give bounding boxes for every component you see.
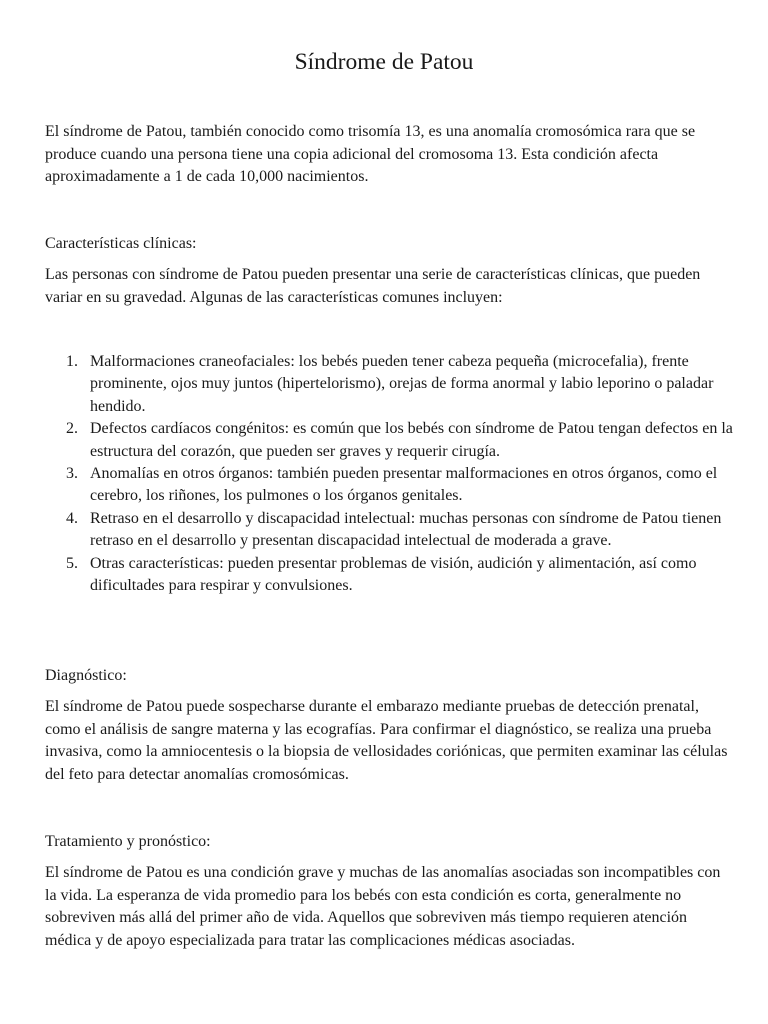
list-item-number: 4.	[66, 509, 78, 527]
list-item	[66, 508, 736, 553]
list-item-text: Retraso en el desarrollo y discapacidad intelectual: muchas personas con síndrome de Patou tienen retraso en el desarrollo y presentan discapacidad intelectual de moderada a grave.	[90, 509, 722, 550]
list-item-text: Malformaciones craneofaciales: los bebés pueden tener cabeza pequeña (microcefalia), frente prominente, ojos muy juntos (hipertelorismo), orejas de forma anormal y labio leporino o paladar hendido.	[90, 353, 714, 415]
clinical-heading: Características clínicas:	[45, 235, 197, 252]
list-item-text: Anomalías en otros órganos: también pueden presentar malformaciones en otros órganos, como el cerebro, los riñones, los pulmones o los órganos genitales.	[90, 465, 718, 505]
page-title: Síndrome de Patou	[294, 49, 474, 75]
list-item	[66, 351, 736, 418]
treatment-heading: Tratamiento y pronóstico:	[45, 833, 211, 850]
clinical-paragraph: Las personas con síndrome de Patou pueden presentar una serie de características clínicas, que pueden variar en su gravedad. Algunas de las características comunes incluyen:	[45, 266, 701, 306]
list-item	[66, 553, 736, 598]
list-item-number: 2.	[66, 420, 78, 438]
list-item-text: Otras características: pueden presentar problemas de visión, audición y alimentación, así como dificultades para respirar y convulsiones.	[90, 554, 697, 595]
diagnosis-heading: Diagnóstico:	[45, 667, 127, 684]
list-item-number: 1.	[66, 353, 78, 370]
list-item	[66, 418, 736, 463]
list-item-number: 5.	[66, 554, 78, 572]
clinical-list	[66, 351, 736, 597]
list-item	[66, 463, 736, 508]
intro-paragraph: El síndrome de Patou, también conocido como trisomía 13, es una anomalía cromosómica rara que se produce cuando una persona tiene una copia adicional del cromosoma 13. Esta condición afecta aproximadamente a 1 de cada 10,000 nacimientos.	[45, 123, 696, 185]
list-item-number: 3.	[66, 465, 78, 483]
diagnosis-paragraph: El síndrome de Patou puede sospecharse durante el embarazo mediante pruebas de detección prenatal, como el análisis de sangre materna y las ecografías. Para confirmar el diagnóstico, se realiza una prueba invasiva, como la amniocentesis o la biopsia de vellosidades coriónicas, que permiten examinar las células del feto para detectar anomalías cromosómicas.	[45, 698, 728, 783]
treatment-paragraph: El síndrome de Patou es una condición grave y muchas de las anomalías asociadas son incompatibles con la vida. La esperanza de vida promedio para los bebés con esta condición es corta, generalmente no sobreviven más allá del primer año de vida. Aquellos que sobreviven más tiempo requieren atención médica y de apoyo especializada para tratar las complicaciones médicas asociadas.	[45, 864, 721, 949]
list-item-text: Defectos cardíacos congénitos: es común que los bebés con síndrome de Patou tengan defectos en la estructura del corazón, que pueden ser graves y requerir cirugía.	[90, 420, 733, 460]
